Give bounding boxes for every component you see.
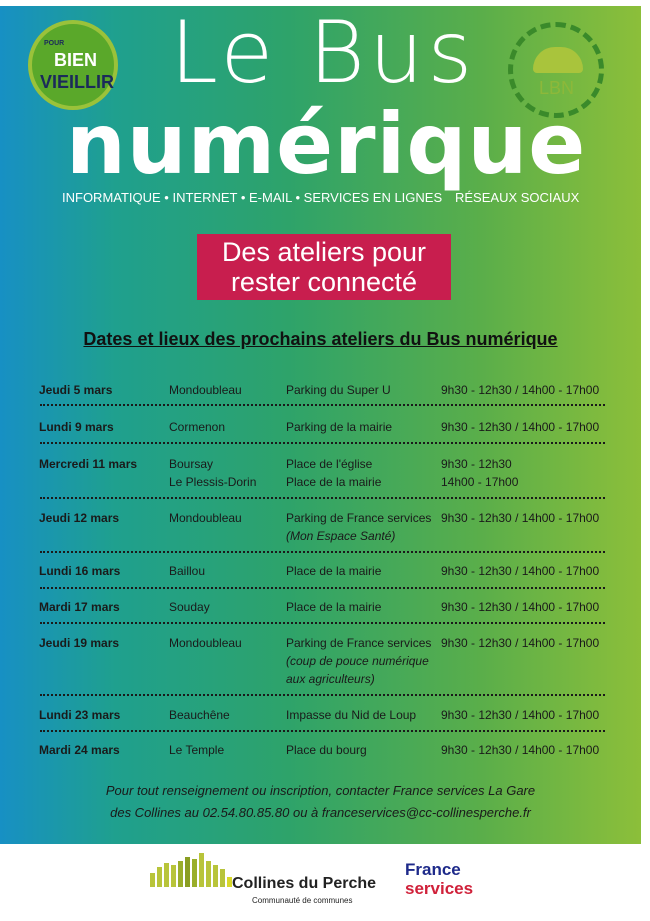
row-hours: 9h30 - 12h30 / 14h00 - 17h00 <box>441 511 600 525</box>
row-place: Parking de France services <box>286 511 432 525</box>
subtitle-2: RÉSEAUX SOCIAUX <box>455 190 580 205</box>
row-town: Beauchêne <box>169 708 230 722</box>
row-date: Mardi 24 mars <box>39 743 120 757</box>
title-line1: Le Bus <box>170 3 477 103</box>
section-title: Dates et lieux des prochains ateliers du Bus numérique <box>83 329 558 349</box>
row-hours: 9h30 - 12h30 / 14h00 - 17h00 <box>441 564 600 578</box>
subtitle: INFORMATIQUE • INTERNET • E-MAIL • SERVICES EN LIGNES <box>62 190 443 205</box>
row-place: Impasse du Nid de Loup <box>286 708 417 722</box>
tagline-line: rester connecté <box>230 267 418 297</box>
row-hours: 9h30 - 12h30 / 14h00 - 17h00 <box>441 708 600 722</box>
row-hours: 9h30 - 12h30 / 14h00 - 17h00 <box>441 383 600 397</box>
row-place: Place de l'église <box>286 457 373 471</box>
row-town: Boursay <box>169 457 214 471</box>
bus-icon <box>533 47 583 73</box>
collines-du-perche-name: Collines du Perche <box>232 875 377 892</box>
row-place: Parking de France services <box>286 636 432 650</box>
row-town: Mondoubleau <box>169 636 242 650</box>
row-place: Place de la mairie <box>286 564 382 578</box>
row-date: Jeudi 19 mars <box>39 636 120 650</box>
france-services-logo <box>405 860 473 898</box>
row-town: Mondoubleau <box>169 383 242 397</box>
row-town: Cormenon <box>169 420 226 434</box>
fs-line2: services <box>405 879 474 898</box>
row-note: (coup de pouce numérique <box>286 654 429 668</box>
row-date: Lundi 23 mars <box>39 708 121 722</box>
row-date: Mercredi 11 mars <box>39 457 138 471</box>
poster <box>0 3 641 844</box>
tagline-line: Des ateliers pour <box>221 237 427 267</box>
contact-line: des Collines au 02.54.80.85.80 ou à franceservices@cc-collinesperche.fr <box>110 805 531 820</box>
row-town: Baillou <box>169 564 206 578</box>
row-town: Souday <box>169 600 210 614</box>
row-town: Le Plessis-Dorin <box>169 475 257 489</box>
badge-text: POUR <box>44 40 65 47</box>
row-divider <box>40 497 605 499</box>
badge-text: VIEILLIR <box>40 72 115 92</box>
collines-du-perche-sub: Communauté de communes <box>252 896 353 905</box>
row-hours: 14h00 - 17h00 <box>441 475 519 489</box>
row-hours: 9h30 - 12h30 / 14h00 - 17h00 <box>441 636 600 650</box>
badge-text: BIEN <box>54 50 98 70</box>
tagline-box <box>197 234 451 300</box>
row-note: (Mon Espace Santé) <box>286 529 396 543</box>
row-place: Parking du Super U <box>286 383 391 397</box>
row-date: Lundi 9 mars <box>39 420 114 434</box>
title-line2: numérique <box>66 95 587 193</box>
row-place: Place de la mairie <box>286 475 382 489</box>
row-hours: 9h30 - 12h30 / 14h00 - 17h00 <box>441 420 600 434</box>
row-divider <box>40 587 605 589</box>
contact-info <box>0 780 641 824</box>
row-place: Place du bourg <box>286 743 367 757</box>
row-divider <box>40 551 605 553</box>
row-hours: 9h30 - 12h30 / 14h00 - 17h00 <box>441 743 600 757</box>
row-date: Jeudi 12 mars <box>39 511 120 525</box>
row-divider <box>40 622 605 624</box>
collines-du-perche-logo-bars <box>150 853 232 887</box>
lbn-text: LBN <box>539 78 575 98</box>
row-date: Lundi 16 mars <box>39 564 121 578</box>
row-divider <box>40 404 605 406</box>
row-divider <box>40 730 605 732</box>
row-note: aux agriculteurs) <box>286 672 375 686</box>
row-divider <box>40 442 605 444</box>
row-hours: 9h30 - 12h30 <box>441 457 512 471</box>
row-hours: 9h30 - 12h30 / 14h00 - 17h00 <box>441 600 600 614</box>
row-place: Parking de la mairie <box>286 420 393 434</box>
fs-line1: France <box>405 860 461 879</box>
row-divider <box>40 694 605 696</box>
row-town: Mondoubleau <box>169 511 242 525</box>
row-place: Place de la mairie <box>286 600 382 614</box>
contact-line: Pour tout renseignement ou inscription, contacter France services La Gare <box>105 783 536 798</box>
row-date: Mardi 17 mars <box>39 600 120 614</box>
row-town: Le Temple <box>169 743 225 757</box>
row-date: Jeudi 5 mars <box>39 383 113 397</box>
